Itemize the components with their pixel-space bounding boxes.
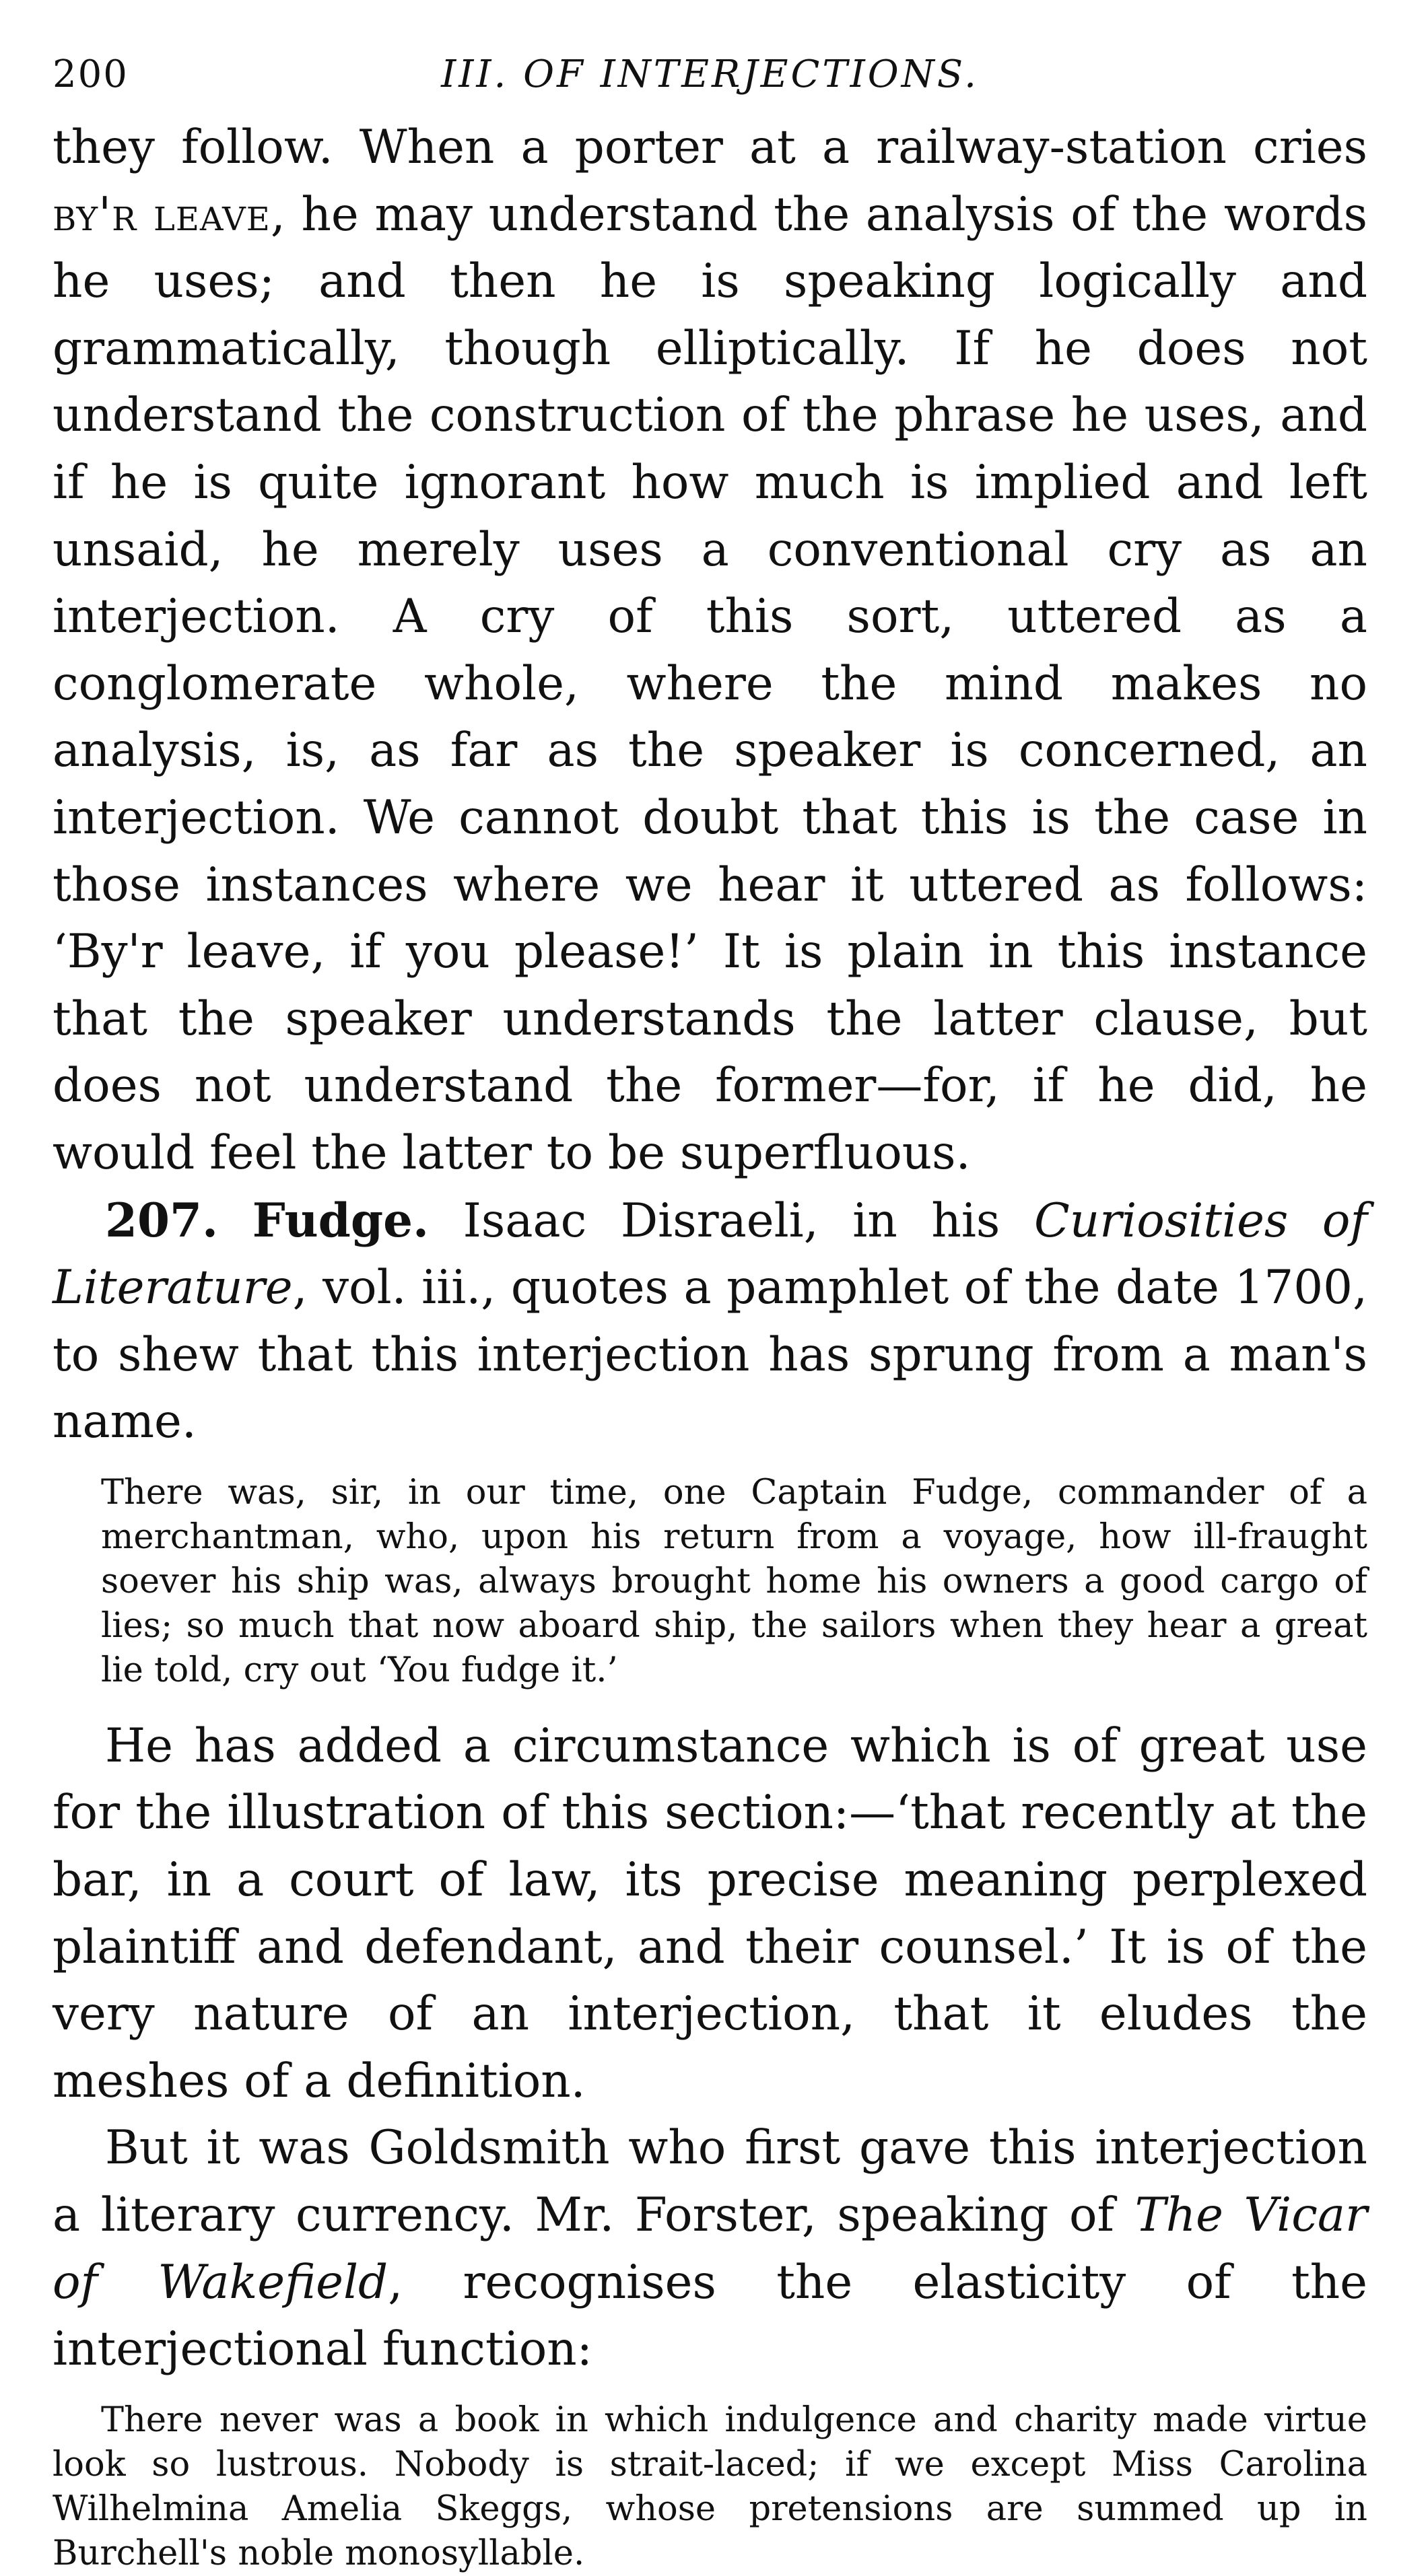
paragraph-goldsmith-text-2: , recognises the elasticity of the interjectional function:	[53, 2255, 1367, 2377]
paragraph-goldsmith	[53, 2115, 1367, 2383]
page-number: 200	[53, 53, 129, 96]
paragraph-goldsmith-text-1: But it was Goldsmith who first gave this interjection a literary currency. Mr. Forster, speaking of	[53, 2121, 1367, 2243]
paragraph-porter	[53, 114, 1367, 1187]
phrase-byr-leave: by'r leave	[53, 187, 271, 242]
section-title: Fudge.	[252, 1193, 430, 1248]
book-title-curiosities: Curiosities of Literature	[53, 1193, 1368, 1315]
running-title: III. OF INTERJECTIONS.	[441, 53, 979, 96]
page-header	[53, 40, 1367, 114]
section-207-text-2: , vol. iii., quotes a pamphlet of the date 1700, to shew that this interjection has sprung from a man's name.	[53, 1261, 1367, 1449]
block-quote-captain-fudge: There was, sir, in our time, one Captain Fudge, commander of a merchantman, who, upon his return from a voyage, how ill-fraught soever his ship was, always brought home his owners a good cargo of lies; so much that now aboard ship, the sailors when they hear a great lie told, cry out ‘You fudge it.’	[101, 1472, 1367, 1690]
section-207-paragraph	[53, 1187, 1367, 1456]
paragraph-porter-text-2: , he may understand the analysis of the words he uses; and then he is speaking logically and grammatically, though elliptically. If he does not understand the construction of the phrase he uses, and if he is quite ignorant how much is implied and left unsaid, he merely uses a conventional cry as an interjection. A cry of this sort, uttered as a conglomerate whole, where the mind makes no analysis, is, as far as the speaker is concerned, an interjection. We cannot doubt that this is the case in those instances where we hear it uttered as follows: ‘By'r leave, if you please!’ It is plain in this instance that the speaker understands the latter clause, but does not understand the former—for, if he did, he would feel the latter to be superfluous.	[53, 187, 1367, 1180]
book-title-vicar-of-wakefield: The Vicar of Wakefield	[53, 2188, 1367, 2309]
section-207-text-1: Isaac Disraeli, in his	[429, 1193, 1034, 1248]
paragraph-circumstance: He has added a circumstance which is of great use for the illustration of this section:—‘that recently at the bar, in a court of law, its precise meaning perplexed plaintiff and defendant, and their counsel.’ It is of the very nature of an interjection, that it eludes the meshes of a definition.	[53, 1718, 1367, 2108]
paragraph-porter-text-1: they follow. When a porter at a railway-station cries	[53, 120, 1367, 174]
section-number: 207.	[105, 1193, 219, 1248]
block-quote-vicar: There never was a book in which indulgence and charity made virtue look so lustrous. Nobody is strait-laced; if we except Miss Carolina Wilhelmina Amelia Skeggs, whose pretensions are summed up in Burchell's noble monosyllable.	[53, 2400, 1367, 2573]
